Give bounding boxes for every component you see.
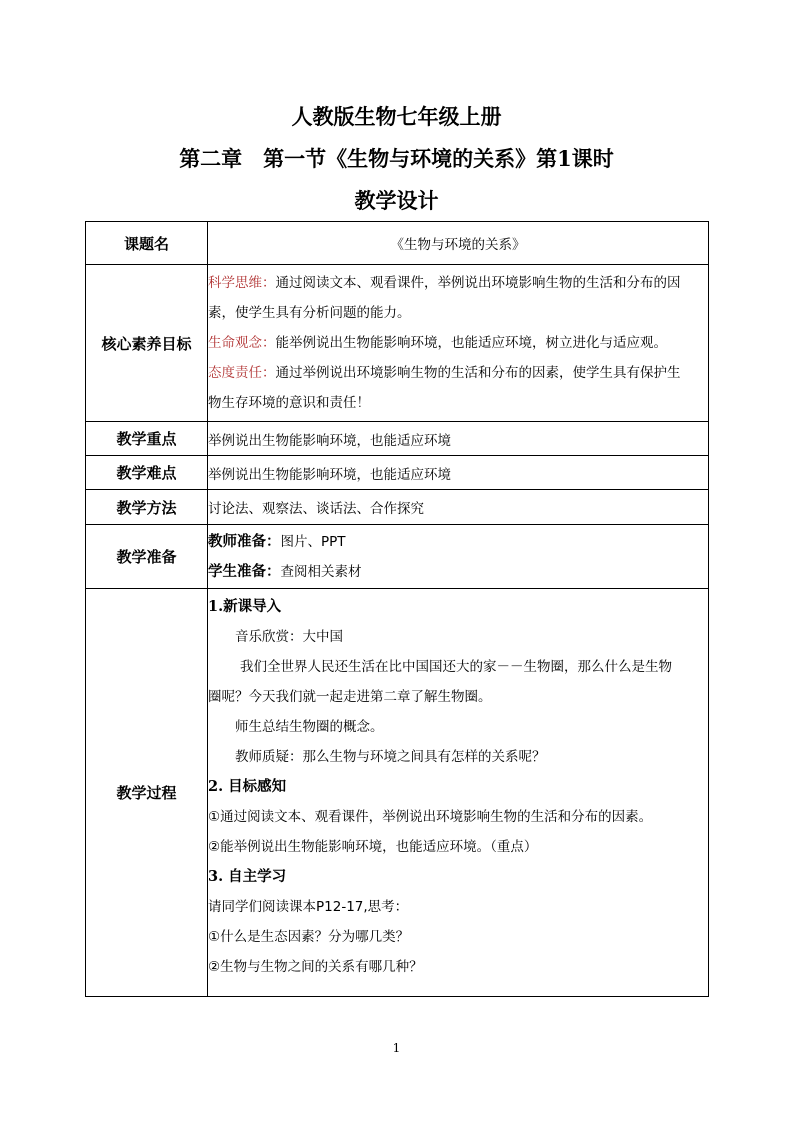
core-life-text: 能举例说出生物能影响环境，也能适应环境，树立进化与适应观。 bbox=[275, 335, 667, 351]
value-prep bbox=[208, 525, 709, 589]
lesson-plan-table bbox=[85, 221, 709, 997]
row-difficulty bbox=[86, 456, 709, 490]
value-difficulty: 举例说出生物能影响环境，也能适应环境 bbox=[208, 456, 709, 490]
core-life-tag: 生命观念： bbox=[208, 335, 276, 351]
value-core bbox=[208, 265, 709, 422]
row-core bbox=[86, 265, 709, 422]
row-prep bbox=[86, 525, 709, 589]
label-prep: 教学准备 bbox=[86, 525, 208, 589]
process-h2: 2. 目标感知 bbox=[208, 778, 287, 795]
process-g2: ②能举例说出生物能影响环境，也能适应环境。（重点） bbox=[208, 839, 538, 855]
label-topic: 课题名 bbox=[86, 222, 208, 265]
core-sci-line1 bbox=[208, 268, 708, 298]
page-number: 1 bbox=[392, 1041, 401, 1055]
label-method: 教学方法 bbox=[86, 490, 208, 525]
label-key: 教学重点 bbox=[86, 422, 208, 456]
value-method: 讨论法、观察法、谈话法、合作探究 bbox=[208, 490, 709, 525]
process-p1b: 圈呢？今天我们就一起走进第二章了解生物圈。 bbox=[208, 689, 492, 705]
process-s0: 请同学们阅读课本P12-17,思考： bbox=[208, 899, 409, 915]
core-sci-text1: 通过阅读文本、观看课件，举例说出环境影响生物的生活和分布的因 bbox=[275, 275, 681, 291]
value-key: 举例说出生物能影响环境，也能适应环境 bbox=[208, 422, 709, 456]
prep-teacher-val: 图片、PPT bbox=[280, 533, 346, 550]
prep-teacher-tag: 教师准备： bbox=[208, 532, 281, 550]
core-att-tag: 态度责任： bbox=[208, 365, 276, 381]
doc-heading: 教学设计 bbox=[354, 188, 439, 213]
row-process bbox=[86, 589, 709, 997]
prep-student-tag: 学生准备： bbox=[208, 562, 281, 580]
row-key bbox=[86, 422, 709, 456]
core-att-line1 bbox=[208, 358, 708, 388]
label-core: 核心素养目标 bbox=[86, 265, 208, 422]
core-att-line2: 物生存环境的意识和责任！ bbox=[208, 395, 370, 411]
row-topic bbox=[86, 222, 709, 265]
process-h3: 3. 自主学习 bbox=[208, 868, 287, 885]
process-s2: ②生物与生物之间的关系有哪几种？ bbox=[208, 959, 423, 975]
core-att-text1: 通过举例说出环境影响生物的生活和分布的因素，使学生具有保护生 bbox=[275, 365, 681, 381]
label-process: 教学过程 bbox=[86, 589, 208, 997]
core-sci-line2: 素，使学生具有分析问题的能力。 bbox=[208, 305, 411, 321]
core-sci-tag: 科学思维： bbox=[208, 275, 276, 291]
row-method bbox=[86, 490, 709, 525]
prep-teacher-line bbox=[208, 527, 708, 557]
process-p3: 教师质疑：那么生物与环境之间具有怎样的关系呢？ bbox=[235, 749, 546, 765]
core-life-line bbox=[208, 328, 708, 358]
value-topic: 《生物与环境的关系》 bbox=[208, 222, 709, 265]
doc-title: 人教版生物七年级上册 bbox=[291, 104, 502, 129]
process-g1: ①通过阅读文本、观看课件，举例说出环境影响生物的生活和分布的因素。 bbox=[208, 809, 653, 825]
process-p1a: 我们全世界人民还生活在比中国国还大的家－－生物圈，那么什么是生物 bbox=[240, 659, 672, 675]
label-difficulty: 教学难点 bbox=[86, 456, 208, 490]
prep-student-val: 查阅相关素材 bbox=[280, 563, 362, 580]
doc-subtitle: 第二章 第一节《生物与环境的关系》第1课时 bbox=[179, 146, 614, 171]
process-s1: ①什么是生态因素？分为哪几类？ bbox=[208, 929, 410, 945]
process-music: 音乐欣赏：大中国 bbox=[235, 629, 343, 645]
process-p2: 师生总结生物圈的概念。 bbox=[235, 719, 384, 735]
prep-student-line bbox=[208, 557, 708, 587]
value-process bbox=[208, 589, 709, 997]
process-h1: 1.新课导入 bbox=[208, 598, 282, 615]
